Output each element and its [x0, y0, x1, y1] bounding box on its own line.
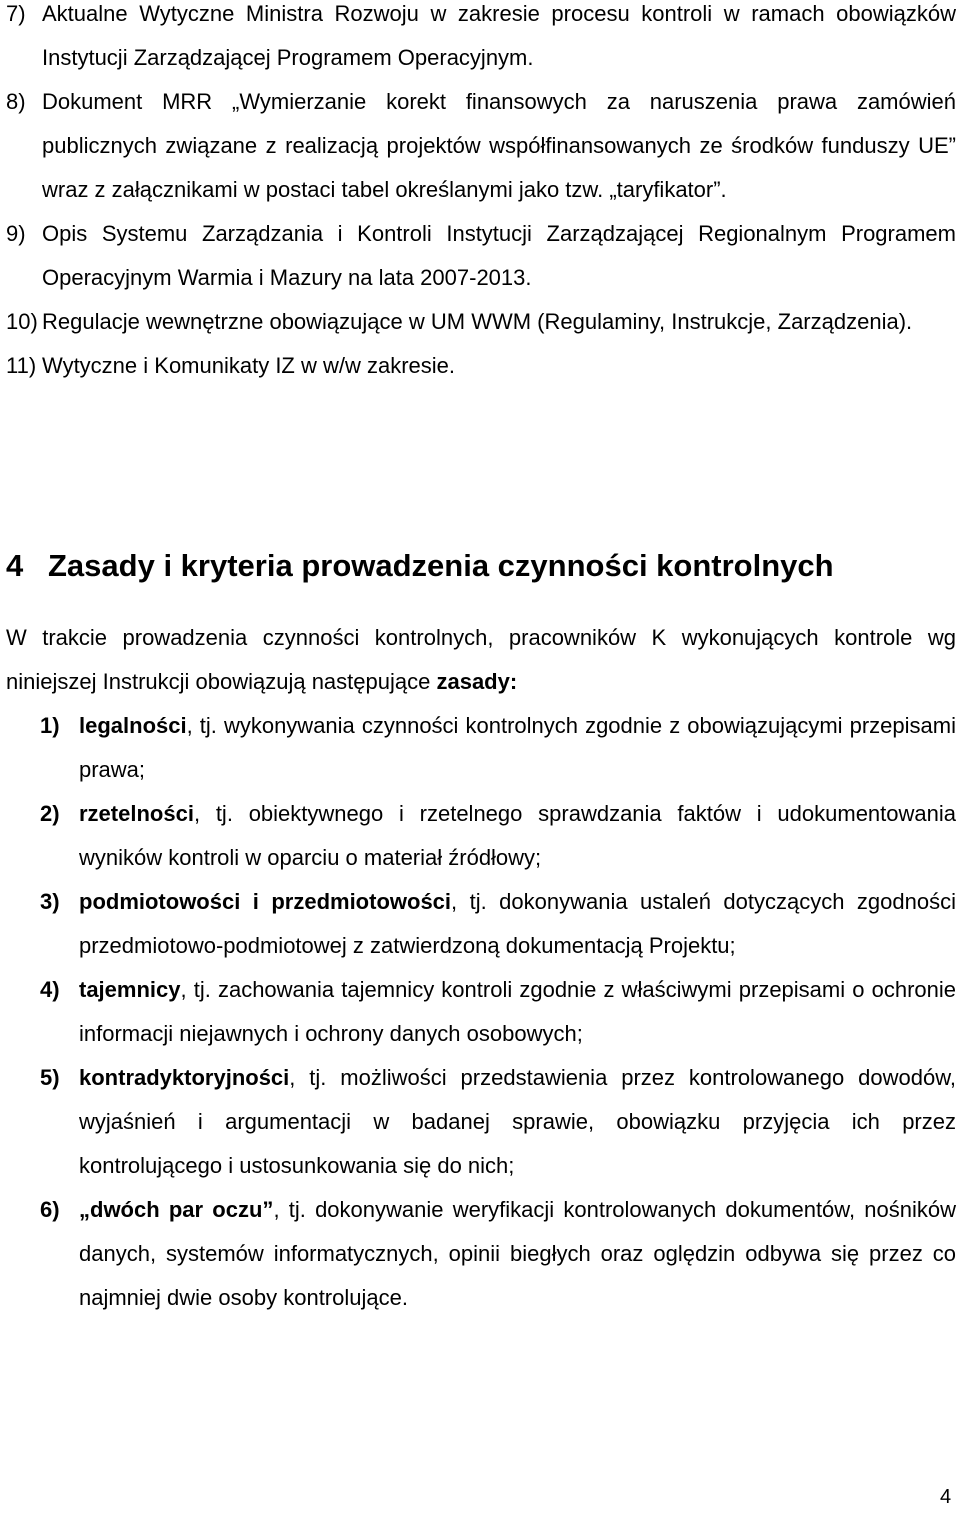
- intro-text: W trakcie prowadzenia czynności kontrolnych, pracowników K wykonujących kontrole wg niniejszej Instrukcji obowiązują następujące: [6, 625, 956, 694]
- list-item-number: 8): [6, 89, 26, 114]
- section-heading: [6, 548, 834, 584]
- list-item-text: Dokument MRR „Wymierzanie korekt finansowych za naruszenia prawa zamówień publicznych związane z realizacją projektów współfinansowanych ze środków funduszy UE” wraz z załącznikami w postaci tabel określanymi jako tzw. „taryfikator”.: [42, 89, 956, 202]
- rule-number: 6): [40, 1197, 60, 1222]
- rule-description: , tj. dokonywanie weryfikacji kontrolowanych dokumentów, nośników danych, systemów informatycznych, opinii biegłych oraz oględzin odbywa się przez co najmniej dwie osoby kontrolujące.: [79, 1197, 956, 1310]
- list-item: [6, 344, 956, 388]
- rule-description: , tj. dokonywania ustaleń dotyczących zgodności przedmiotowo-podmiotowej z zatwierdzoną dokumentacją Projektu;: [79, 889, 956, 958]
- rule-number: 4): [40, 977, 60, 1002]
- rule-description: , tj. możliwości przedstawienia przez kontrolowanego dowodów, wyjaśnień i argumentacji w badanej sprawie, obowiązku przyjęcia ich przez kontrolującego i ustosunkowania się do nich;: [79, 1065, 956, 1178]
- intro-paragraph: [6, 616, 956, 704]
- rule-term: tajemnicy: [79, 977, 181, 1002]
- rule-term: podmiotowości i przedmiotowości: [79, 889, 452, 914]
- rule-term: legalności: [79, 713, 187, 738]
- rule-item: [40, 880, 956, 968]
- rule-item: [40, 1056, 956, 1188]
- reference-list: [6, 0, 956, 388]
- rule-item: [40, 968, 956, 1056]
- section-number: 4: [6, 548, 24, 583]
- list-item-number: 11): [6, 353, 37, 378]
- list-item-number: 9): [6, 221, 26, 246]
- rule-number: 2): [40, 801, 60, 826]
- rule-item: [40, 704, 956, 792]
- list-item: [6, 80, 956, 212]
- list-item-text: Regulacje wewnętrzne obowiązujące w UM WWM (Regulaminy, Instrukcje, Zarządzenia).: [42, 309, 913, 334]
- list-item-number: 7): [6, 1, 26, 26]
- list-item: [6, 212, 956, 300]
- rule-description: , tj. obiektywnego i rzetelnego sprawdzania faktów i udokumentowania wyników kontroli w oparciu o materiał źródłowy;: [79, 801, 956, 870]
- rule-description: , tj. wykonywania czynności kontrolnych zgodnie z obowiązującymi przepisami prawa;: [79, 713, 956, 782]
- list-item-text: Opis Systemu Zarządzania i Kontroli Instytucji Zarządzającej Regionalnym Programem Operacyjnym Warmia i Mazury na lata 2007-2013.: [42, 221, 956, 290]
- rule-term: „dwóch par oczu”: [79, 1197, 274, 1222]
- intro-bold-text: zasady:: [436, 669, 518, 694]
- rule-description: , tj. zachowania tajemnicy kontroli zgodnie z właściwymi przepisami o ochronie informacji niejawnych i ochrony danych osobowych;: [79, 977, 956, 1046]
- list-item: [6, 0, 956, 80]
- list-item: [6, 300, 956, 344]
- rule-number: 3): [40, 889, 60, 914]
- page-number: 4: [940, 1486, 952, 1508]
- rule-item: [40, 1188, 956, 1320]
- rule-term: rzetelności: [79, 801, 194, 826]
- list-item-number: 10): [6, 309, 38, 334]
- rule-term: kontradyktoryjności: [79, 1065, 290, 1090]
- list-item-text: Wytyczne i Komunikaty IZ w w/w zakresie.: [42, 353, 456, 378]
- section-title: Zasady i kryteria prowadzenia czynności kontrolnych: [48, 548, 834, 583]
- rules-list: [40, 704, 956, 1320]
- rule-number: 1): [40, 713, 60, 738]
- rule-item: [40, 792, 956, 880]
- list-item-text: Aktualne Wytyczne Ministra Rozwoju w zakresie procesu kontroli w ramach obowiązków Instytucji Zarządzającej Programem Operacyjnym.: [42, 1, 956, 70]
- rule-number: 5): [40, 1065, 60, 1090]
